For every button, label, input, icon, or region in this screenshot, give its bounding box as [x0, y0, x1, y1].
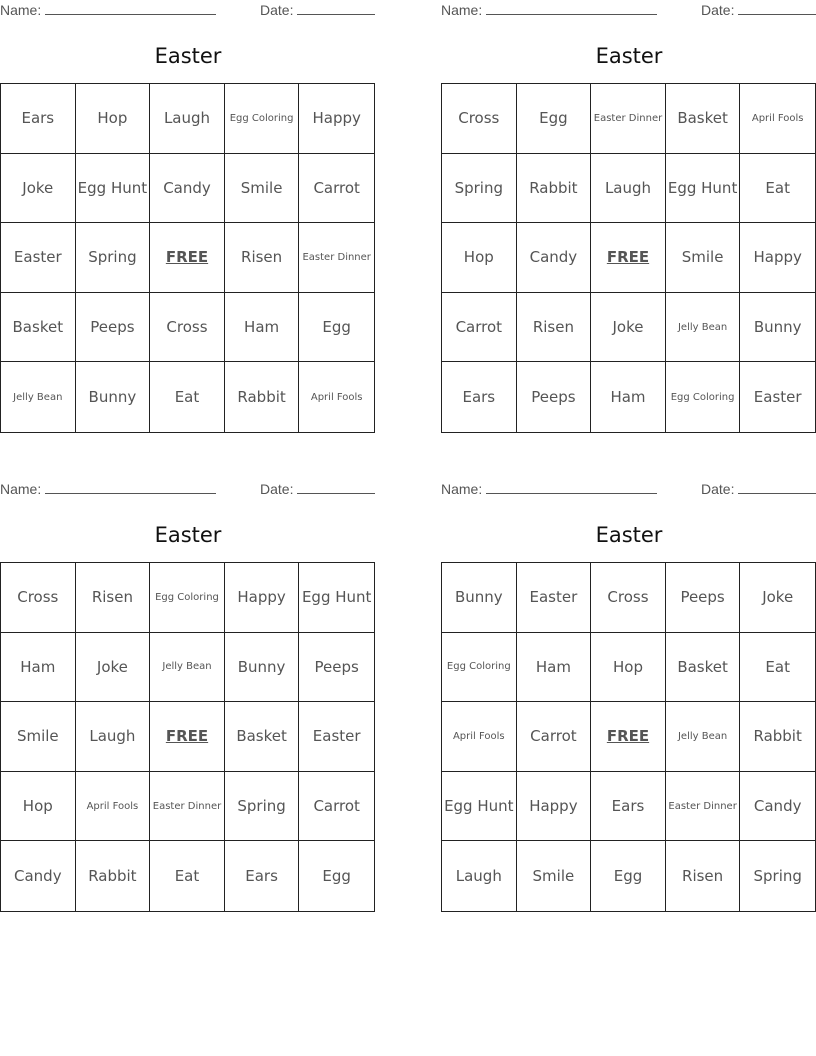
bingo-cell: Laugh [591, 154, 666, 224]
bingo-cell: Bunny [225, 633, 300, 703]
bingo-cell: Candy [740, 772, 815, 842]
card-title: Easter [595, 44, 663, 68]
bingo-cell: Egg [591, 841, 666, 911]
bingo-cell: Cross [150, 293, 225, 363]
name-line [45, 2, 216, 15]
bingo-cell: Laugh [442, 841, 517, 911]
date-field [260, 481, 375, 497]
bingo-cell: Laugh [76, 702, 151, 772]
card-header [0, 0, 376, 22]
free-space-cell: FREE [591, 223, 666, 293]
bingo-cell: Easter Dinner [591, 84, 666, 154]
bingo-cell: Hop [442, 223, 517, 293]
bingo-grid [0, 83, 375, 433]
name-field [0, 2, 216, 18]
bingo-cell: Hop [591, 633, 666, 703]
date-field [701, 2, 816, 18]
card-header [441, 479, 816, 501]
date-line [738, 2, 816, 15]
bingo-cell: Bunny [442, 563, 517, 633]
bingo-cell: Easter [517, 563, 592, 633]
bingo-cell: Spring [225, 772, 300, 842]
name-label: Name: [441, 2, 483, 18]
card-title: Easter [154, 44, 222, 68]
bingo-cell: Basket [1, 293, 76, 363]
bingo-cell: Ham [591, 362, 666, 432]
bingo-cell: Joke [740, 563, 815, 633]
bingo-cell: Happy [740, 223, 815, 293]
free-space-cell: FREE [591, 702, 666, 772]
bingo-cell: Rabbit [225, 362, 300, 432]
bingo-cell: Egg Hunt [76, 154, 151, 224]
bingo-grid [0, 562, 375, 912]
card-header [441, 0, 816, 22]
bingo-cell: Ham [517, 633, 592, 703]
bingo-card-4 [441, 479, 816, 919]
date-field [701, 481, 816, 497]
bingo-cell: Happy [517, 772, 592, 842]
bingo-cell: Hop [76, 84, 151, 154]
bingo-cell: Laugh [150, 84, 225, 154]
bingo-cell: Jelly Bean [666, 293, 741, 363]
bingo-cell: Bunny [76, 362, 151, 432]
bingo-cell: Risen [76, 563, 151, 633]
name-line [486, 2, 657, 15]
bingo-cell: Spring [442, 154, 517, 224]
bingo-cell: Easter [299, 702, 374, 772]
bingo-grid [441, 562, 816, 912]
bingo-card-3 [0, 479, 376, 919]
bingo-cell: Cross [1, 563, 76, 633]
bingo-cell: Ears [1, 84, 76, 154]
bingo-cell: Egg Hunt [442, 772, 517, 842]
bingo-cell: Smile [1, 702, 76, 772]
bingo-cell: Ham [225, 293, 300, 363]
name-line [486, 481, 657, 494]
bingo-cell: Rabbit [76, 841, 151, 911]
bingo-cell: April Fools [442, 702, 517, 772]
bingo-cell: Egg Coloring [150, 563, 225, 633]
bingo-cell: Cross [591, 563, 666, 633]
bingo-cell: Carrot [299, 154, 374, 224]
bingo-cell: Basket [666, 84, 741, 154]
bingo-cell: Jelly Bean [150, 633, 225, 703]
bingo-cell: Ears [225, 841, 300, 911]
bingo-grid [441, 83, 816, 433]
bingo-card-1 [0, 0, 376, 440]
bingo-cell: Rabbit [740, 702, 815, 772]
card-title: Easter [595, 523, 663, 547]
bingo-cell: Risen [517, 293, 592, 363]
bingo-cell: Carrot [299, 772, 374, 842]
bingo-cell: Peeps [517, 362, 592, 432]
bingo-cell: Peeps [666, 563, 741, 633]
bingo-cell: Ears [591, 772, 666, 842]
bingo-cell: Risen [225, 223, 300, 293]
bingo-cell: Carrot [517, 702, 592, 772]
date-line [297, 481, 375, 494]
card-header [0, 479, 376, 501]
bingo-cell: Egg Coloring [442, 633, 517, 703]
free-space-cell: FREE [150, 223, 225, 293]
bingo-cell: Eat [150, 841, 225, 911]
free-space-cell: FREE [150, 702, 225, 772]
date-label: Date: [260, 2, 294, 18]
bingo-cell: Happy [225, 563, 300, 633]
bingo-cell: Egg Hunt [299, 563, 374, 633]
bingo-cell: Candy [517, 223, 592, 293]
bingo-cell: Candy [150, 154, 225, 224]
bingo-cell: Hop [1, 772, 76, 842]
bingo-cell: April Fools [740, 84, 815, 154]
date-line [297, 2, 375, 15]
bingo-cell: Spring [753, 867, 802, 886]
bingo-cell: Egg Hunt [666, 154, 741, 224]
name-field [441, 2, 657, 18]
bingo-cell: Ears [442, 362, 517, 432]
bingo-cell: Joke [1, 154, 76, 224]
bingo-cell: Easter [1, 223, 76, 293]
bingo-cell: Cross [442, 84, 517, 154]
bingo-cell: Bunny [740, 293, 815, 363]
bingo-cell: Rabbit [517, 154, 592, 224]
bingo-cell: Easter [753, 388, 802, 407]
bingo-cell: Egg [299, 293, 374, 363]
bingo-cell: Risen [666, 841, 741, 911]
name-label: Name: [0, 2, 42, 18]
bingo-cell: April Fools [310, 391, 363, 403]
date-line [738, 481, 816, 494]
name-label: Name: [441, 481, 483, 497]
name-line [45, 481, 216, 494]
bingo-cell: Smile [517, 841, 592, 911]
bingo-cell: Smile [225, 154, 300, 224]
bingo-cell: Egg [322, 867, 351, 886]
bingo-cell: Peeps [299, 633, 374, 703]
bingo-cell: Egg Coloring [225, 84, 300, 154]
bingo-cell: Jelly Bean [666, 702, 741, 772]
date-label: Date: [701, 2, 735, 18]
bingo-cell: April Fools [76, 772, 151, 842]
bingo-cell: Egg Coloring [666, 362, 741, 432]
bingo-cell: Joke [591, 293, 666, 363]
bingo-cell: Joke [76, 633, 151, 703]
bingo-card-2 [441, 0, 816, 440]
date-label: Date: [701, 481, 735, 497]
bingo-cell: Easter Dinner [150, 772, 225, 842]
name-label: Name: [0, 481, 42, 497]
bingo-cell: Eat [150, 362, 225, 432]
bingo-cell: Easter Dinner [666, 772, 741, 842]
bingo-cell: Eat [740, 154, 815, 224]
bingo-cell: Carrot [442, 293, 517, 363]
date-label: Date: [260, 481, 294, 497]
name-field [441, 481, 657, 497]
bingo-cell: Happy [299, 84, 374, 154]
card-title: Easter [154, 523, 222, 547]
date-field [260, 2, 375, 18]
bingo-cell: Ham [1, 633, 76, 703]
bingo-cell: Easter Dinner [299, 223, 374, 293]
bingo-cell: Spring [76, 223, 151, 293]
bingo-cell: Peeps [76, 293, 151, 363]
bingo-cell: Candy [1, 841, 76, 911]
bingo-cell: Basket [225, 702, 300, 772]
name-field [0, 481, 216, 497]
bingo-cell: Egg [517, 84, 592, 154]
bingo-cell: Jelly Bean [1, 362, 76, 432]
bingo-cell: Eat [740, 633, 815, 703]
bingo-cell: Smile [666, 223, 741, 293]
bingo-cell: Basket [666, 633, 741, 703]
